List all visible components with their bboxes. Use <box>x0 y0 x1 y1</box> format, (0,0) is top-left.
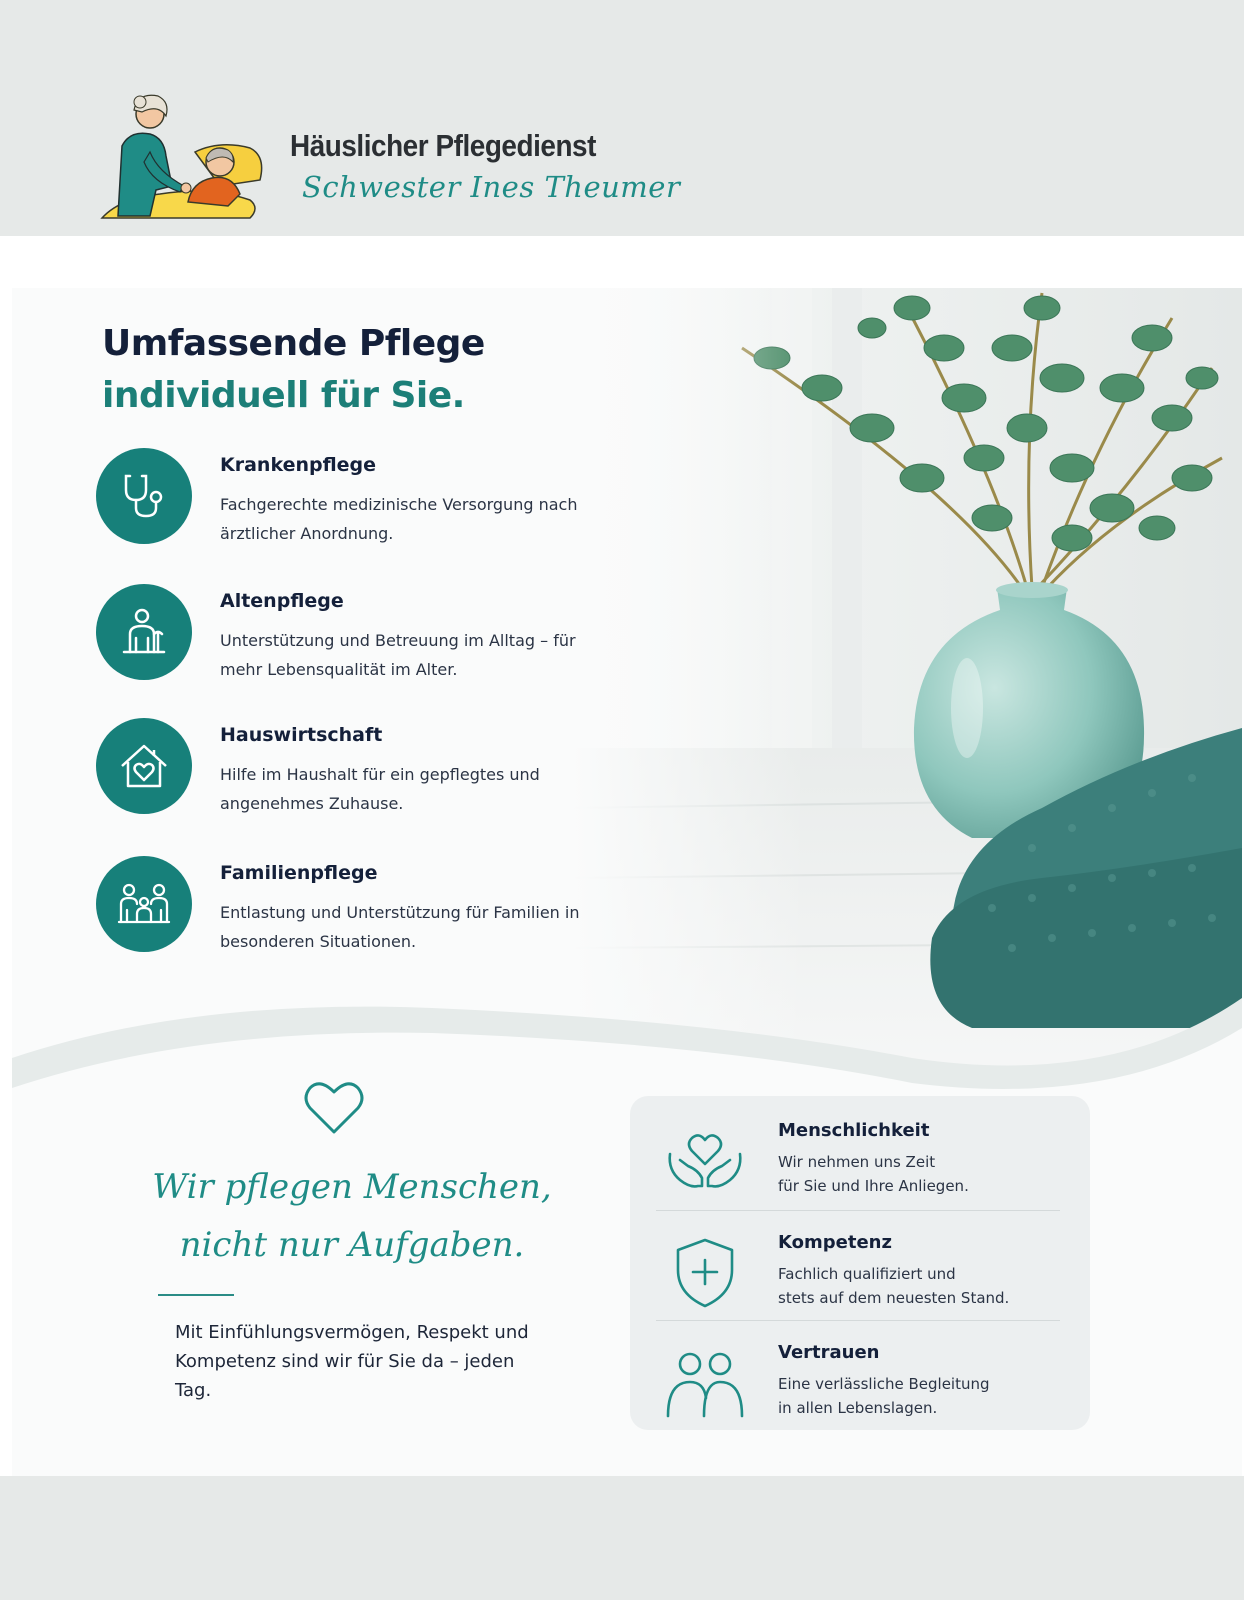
family-icon <box>115 876 173 932</box>
value-description <box>778 1372 1078 1420</box>
elderly-person-icon <box>116 604 172 660</box>
stethoscope-icon <box>116 468 172 524</box>
headline-line-1: Umfassende Pflege <box>102 323 485 364</box>
quote-text <box>132 1158 572 1274</box>
values-panel <box>630 1096 1090 1430</box>
service-description: Entlastung und Unterstützung für Familien in besonderen Situationen. <box>220 903 580 951</box>
value-description-line: für Sie und Ihre Anliegen. <box>778 1177 969 1195</box>
quote-divider <box>158 1294 234 1296</box>
service-title: Hauswirtschaft <box>220 724 383 746</box>
content-card <box>12 288 1242 1476</box>
value-title: Vertrauen <box>778 1342 880 1363</box>
value-menschlichkeit <box>630 1096 1090 1206</box>
service-title: Altenpflege <box>220 590 344 612</box>
service-hauswirtschaft <box>96 718 596 828</box>
value-description-line: in allen Lebenslagen. <box>778 1399 938 1417</box>
service-title: Krankenpflege <box>220 454 377 476</box>
service-krankenpflege <box>96 448 596 558</box>
hands-heart-icon <box>662 1120 748 1200</box>
quote-line-2: nicht nur Aufgaben. <box>179 1225 525 1265</box>
value-description-line: Fachlich qualifiziert und <box>778 1265 956 1283</box>
value-description <box>778 1150 1078 1198</box>
two-people-icon <box>662 1342 748 1422</box>
brand-subtitle: Schwester Ines Theumer <box>302 170 681 204</box>
value-description-line: Eine verlässliche Begleitung <box>778 1375 990 1393</box>
service-description: Unterstützung und Betreuung im Alltag – für mehr Lebensqualität im Alter. <box>220 631 576 679</box>
value-vertrauen <box>630 1318 1090 1428</box>
value-description-line: Wir nehmen uns Zeit <box>778 1153 936 1171</box>
service-badge <box>96 584 192 680</box>
service-description: Fachgerechte medizinische Versorgung nach ärztlicher Anordnung. <box>220 495 578 543</box>
headline <box>102 318 485 422</box>
service-familienpflege <box>96 856 596 966</box>
service-altenpflege <box>96 584 596 694</box>
quote-line-1: Wir pflegen Menschen, <box>152 1167 552 1207</box>
brand-title: Häuslicher Pflegedienst <box>290 128 596 163</box>
service-title: Familienpflege <box>220 862 378 884</box>
house-heart-icon <box>116 738 172 794</box>
service-badge <box>96 718 192 814</box>
header <box>0 0 1244 236</box>
vase-eucalyptus-photo <box>572 288 1242 1088</box>
service-badge <box>96 856 192 952</box>
quote-body: Mit Einfühlungsvermögen, Respekt und Kompetenz sind wir für Sie da – jeden Tag. <box>175 1322 529 1401</box>
heart-icon <box>302 1078 366 1138</box>
nurse-patient-logo-icon <box>100 90 280 230</box>
service-description: Hilfe im Haushalt für ein gepflegtes und angenehmes Zuhause. <box>220 765 540 813</box>
shield-plus-icon <box>662 1232 748 1312</box>
value-title: Menschlichkeit <box>778 1120 930 1141</box>
value-description-line: stets auf dem neuesten Stand. <box>778 1289 1010 1307</box>
value-title: Kompetenz <box>778 1232 892 1253</box>
value-kompetenz <box>630 1208 1090 1318</box>
main-section <box>0 236 1244 1476</box>
headline-line-2: individuell für Sie. <box>102 375 465 416</box>
value-description <box>778 1262 1078 1310</box>
service-badge <box>96 448 192 544</box>
